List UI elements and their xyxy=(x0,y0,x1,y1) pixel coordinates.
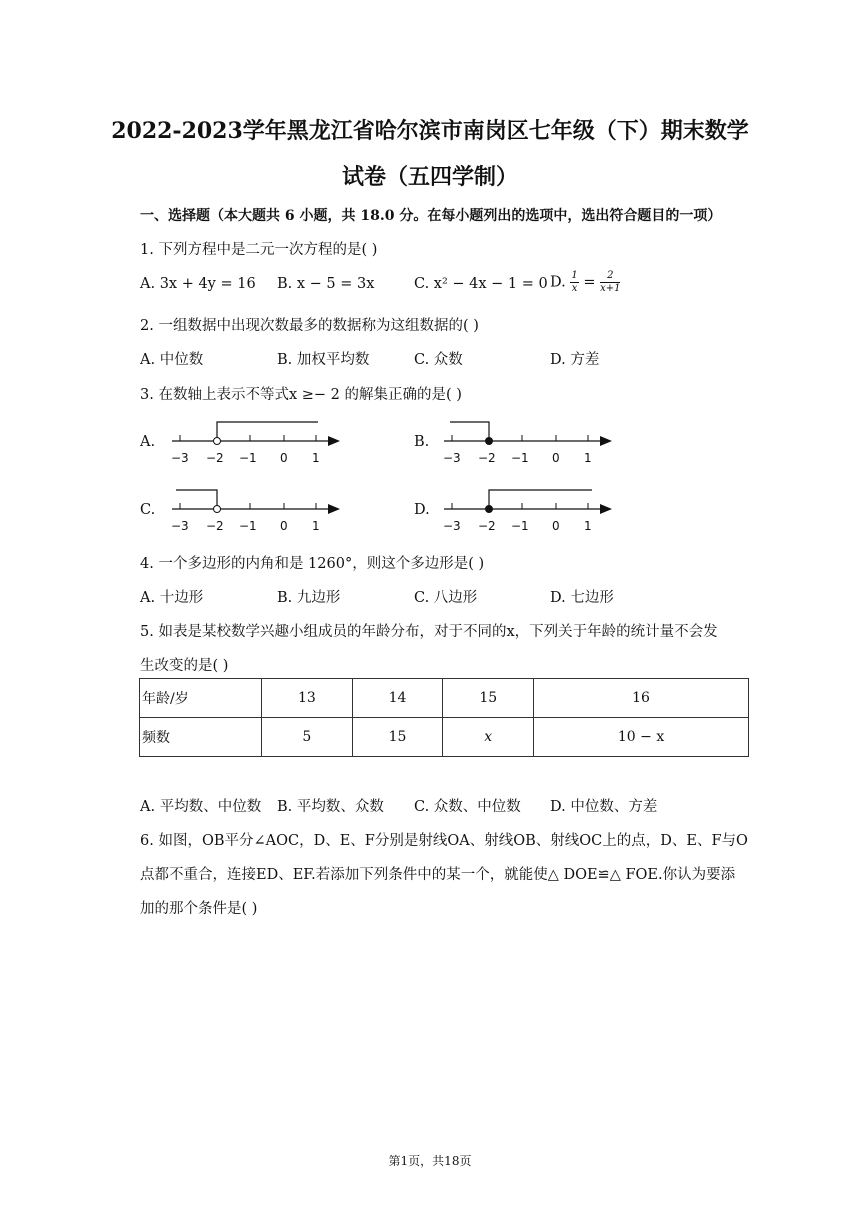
question-6-line1: 6. 如图，OB平分∠AOC，D、E、F分别是射线OA、射线OB、射线OC上的点，D、E、F与O xyxy=(140,833,748,849)
q5-option-a: A. 平均数、中位数 xyxy=(140,799,262,815)
number-line-d xyxy=(440,484,620,536)
number-line-c xyxy=(168,484,348,536)
tick-label: −2 xyxy=(206,519,224,533)
tick-label: −1 xyxy=(239,451,257,465)
table-cell: 14 xyxy=(352,679,443,718)
tick-label: 1 xyxy=(584,451,592,465)
table-cell: x xyxy=(443,718,534,757)
tick-label: −2 xyxy=(478,451,496,465)
age-frequency-table xyxy=(139,678,749,757)
tick-label: −2 xyxy=(478,519,496,533)
tick-label: 0 xyxy=(552,519,560,533)
q4-option-d: D. 七边形 xyxy=(550,590,614,606)
fraction-numerator: 1 xyxy=(571,270,578,281)
fraction-1-over-x xyxy=(570,270,578,295)
tick-label: −1 xyxy=(511,519,529,533)
question-4-stem: 4. 一个多边形的内角和是 1260°，则这个多边形是( ) xyxy=(140,556,485,572)
tick-label: 1 xyxy=(312,519,320,533)
paper-title-line1: 2022-2023学年黑龙江省哈尔滨市南岗区七年级（下）期末数学 xyxy=(111,118,749,144)
tick-label: 0 xyxy=(280,451,288,465)
tick-label: −2 xyxy=(206,451,224,465)
tick-label: 0 xyxy=(280,519,288,533)
fraction-denominator: x xyxy=(571,283,578,294)
question-2-stem: 2. 一组数据中出现次数最多的数据称为这组数据的( ) xyxy=(140,318,479,334)
number-line-a xyxy=(168,416,348,468)
equals-sign: = xyxy=(583,274,596,291)
table-row xyxy=(140,679,749,718)
table-cell: 13 xyxy=(262,679,353,718)
page-footer: 第1页，共18页 xyxy=(388,1154,472,1168)
table-cell: 5 xyxy=(262,718,353,757)
tick-label: 0 xyxy=(552,451,560,465)
q5-option-d: D. 中位数、方差 xyxy=(550,799,658,815)
table-cell: 15 xyxy=(443,679,534,718)
q4-option-b: B. 九边形 xyxy=(277,590,341,606)
question-1-stem: 1. 下列方程中是二元一次方程的是( ) xyxy=(140,242,378,258)
q3-option-c-label: C. xyxy=(140,502,156,518)
q1-option-d xyxy=(550,270,620,295)
question-5-stem-line1: 5. 如表是某校数学兴趣小组成员的年龄分布，对于不同的x，下列关于年龄的统计量不会发 xyxy=(140,624,718,640)
table-cell: 15 xyxy=(352,718,443,757)
question-6-line2: 点都不重合，连接ED、EF.若添加下列条件中的某一个，就能使△ DOE≌△ FOE.你认为要添 xyxy=(140,867,736,883)
section-heading: 一、选择题（本大题共 6 小题，共 18.0 分。在每小题列出的选项中，选出符合题目的一项） xyxy=(140,208,722,224)
tick-label: 1 xyxy=(584,519,592,533)
q5-option-c: C. 众数、中位数 xyxy=(414,799,521,815)
table-row xyxy=(140,718,749,757)
table-cell: 频数 xyxy=(140,718,262,757)
tick-label: −3 xyxy=(171,451,189,465)
question-6-line3: 加的那个条件是( ) xyxy=(140,901,258,917)
q2-option-a: A. 中位数 xyxy=(140,352,204,368)
q1-option-d-label: D. xyxy=(550,274,566,291)
q4-option-a: A. 十边形 xyxy=(140,590,204,606)
q3-option-d-label: D. xyxy=(414,502,430,518)
q1-option-b: B. x − 5 = 3x xyxy=(277,276,375,292)
q1-option-c: C. x² − 4x − 1 = 0 xyxy=(414,276,548,292)
fraction-numerator: 2 xyxy=(600,270,620,283)
table-cell: 年龄/岁 xyxy=(140,679,262,718)
q2-option-c: C. 众数 xyxy=(414,352,463,368)
tick-label: −3 xyxy=(443,451,461,465)
number-line-b xyxy=(440,416,620,468)
paper-title-line2: 试卷（五四学制） xyxy=(341,164,518,190)
table-cell: 10 − x xyxy=(534,718,749,757)
fraction-2-over-x-plus-1 xyxy=(600,270,620,295)
tick-label: −1 xyxy=(239,519,257,533)
q2-option-d: D. 方差 xyxy=(550,352,600,368)
tick-label: −3 xyxy=(443,519,461,533)
question-5-stem-line2: 生改变的是( ) xyxy=(140,658,229,674)
tick-label: −1 xyxy=(511,451,529,465)
q3-option-b-label: B. xyxy=(414,434,430,450)
tick-label: −3 xyxy=(171,519,189,533)
q5-option-b: B. 平均数、众数 xyxy=(277,799,384,815)
q4-option-c: C. 八边形 xyxy=(414,590,478,606)
tick-label: 1 xyxy=(312,451,320,465)
q1-option-a: A. 3x + 4y = 16 xyxy=(140,276,256,292)
table-cell: 16 xyxy=(534,679,749,718)
q3-option-a-label: A. xyxy=(140,434,156,450)
q2-option-b: B. 加权平均数 xyxy=(277,352,370,368)
question-3-stem: 3. 在数轴上表示不等式x ≥− 2 的解集正确的是( ) xyxy=(140,387,462,403)
fraction-denominator: x+1 xyxy=(600,283,621,294)
